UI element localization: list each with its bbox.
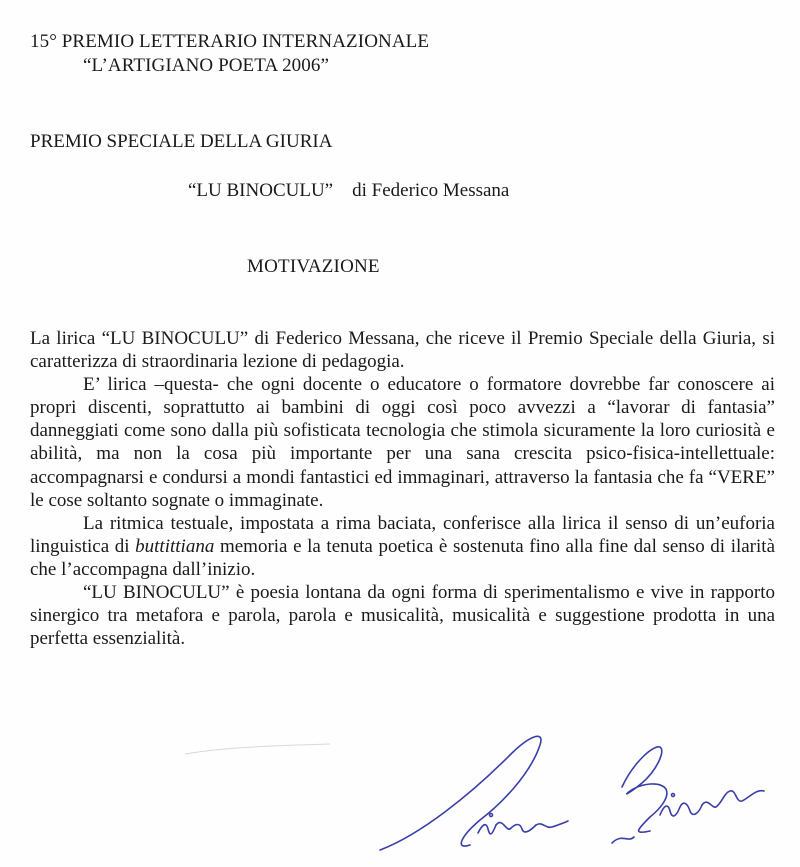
awarded-work xyxy=(188,179,509,203)
special-prize-heading: PREMIO SPECIALE DELLA GIURIA xyxy=(30,131,333,152)
paragraph-italic-text: buttittiana xyxy=(135,535,215,557)
work-title: “LU BINOCULU” xyxy=(188,180,334,201)
competition-edition: “L’ARTIGIANO POETA 2006” xyxy=(83,55,330,76)
paragraph: “LU BINOCULU” è poesia lontana da ogni forma di sperimentalismo e vive in rapporto sinergico tra metafora e parola, parola e musicalità, musicalità e suggestione prodotta in una perfetta essenzialità. xyxy=(30,582,775,650)
scan-artifact xyxy=(180,740,340,760)
motivation-body xyxy=(30,327,775,650)
work-author: di Federico Messana xyxy=(352,180,510,201)
competition-header xyxy=(30,30,429,78)
paragraph: La lirica “LU BINOCULU” di Federico Messana, che riceve il Premio Speciale della Giuria, si caratterizza di straordinaria lezione di pedagogia. xyxy=(30,328,775,373)
motivation-heading: MOTIVAZIONE xyxy=(247,256,380,277)
handwritten-signature xyxy=(360,725,780,865)
paragraph: E’ lirica –questa- che ogni docente o educatore o formatore dovrebbe far conoscere ai propri discenti, soprattutto ai bambini di oggi così poco avvezzi a “lavorar di fantasia” danneggiati come sono dalla più sofisticata tecnologia che stimola sicuramente la loro curiosità e abilità, ma non la cosa più importante per una sana crescita psico-fisica-intellettuale: accompagnarsi e condursi a mondi fantastici ed immaginari, attraverso la fantasia che fa “VERE” le cose soltanto sognate o immaginate. xyxy=(30,374,775,511)
paragraph-text: memoria e la tenuta poetica è sostenuta fino alla fine dal senso di ilarità che l’accompagna dall’inizio. xyxy=(30,535,775,580)
paragraph xyxy=(30,512,775,581)
competition-title: 15° PREMIO LETTERARIO INTERNAZIONALE xyxy=(30,31,430,52)
paragraph-text: La ritmica testuale, impostata a rima baciata, conferisce alla lirica il senso di un’euforia linguistica di xyxy=(30,512,775,557)
